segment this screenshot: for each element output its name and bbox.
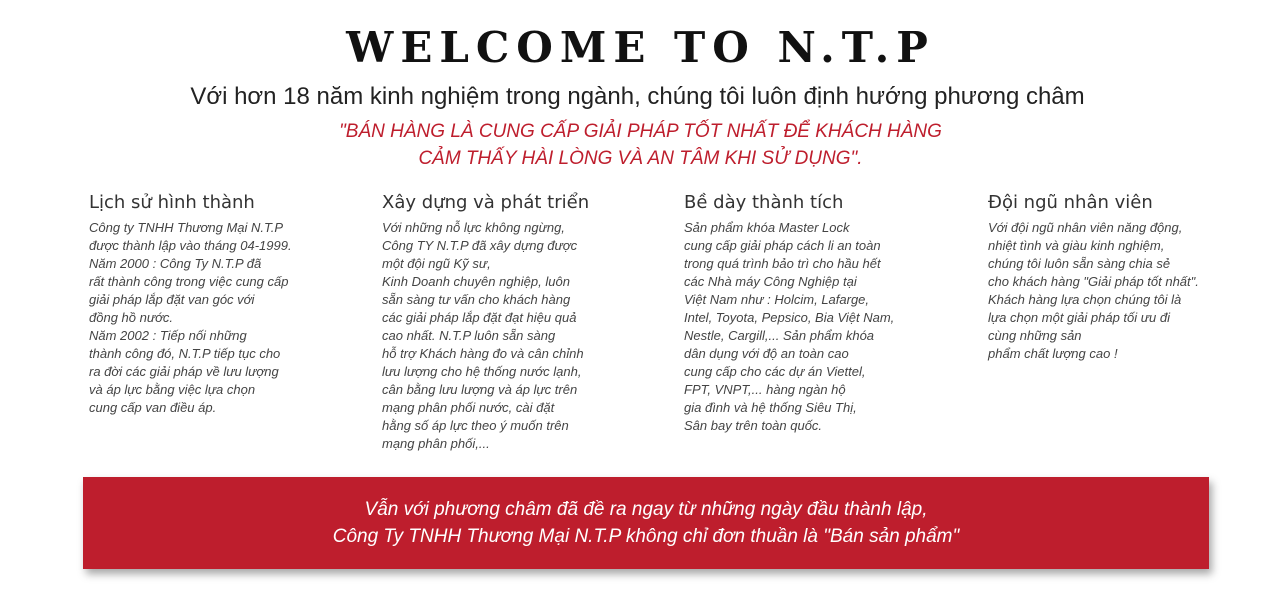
column-text-line: hỗ trợ Khách hàng đo và cân chỉnh xyxy=(382,346,584,361)
column-text-line: Công TY N.T.P đã xây dựng được xyxy=(382,238,578,253)
column-text-line: dân dụng với độ an toàn cao xyxy=(684,346,849,361)
column-text-line: được thành lập vào tháng 04-1999. xyxy=(89,238,292,253)
column-text-line: Intel, Toyota, Pepsico, Bia Việt Nam, xyxy=(684,310,895,325)
column-text-line: cho khách hàng "Giải pháp tốt nhất". xyxy=(988,274,1199,289)
page-title: WELCOME TO N.T.P xyxy=(346,23,935,72)
motto-quote xyxy=(0,118,1281,172)
column-text-line: phẩm chất lượng cao ! xyxy=(988,346,1118,361)
column-text-line: và áp lực bằng việc lựa chọn xyxy=(89,382,256,397)
column-development xyxy=(382,190,622,453)
column-text-line: cao nhất. N.T.P luôn sẵn sàng xyxy=(382,328,556,343)
column-text-line: giải pháp lắp đặt van góc với xyxy=(89,292,255,307)
column-text-line: cung cấp giải pháp cách li an toàn xyxy=(684,238,881,253)
column-text-line: Với đội ngũ nhân viên năng động, xyxy=(988,220,1183,235)
column-text-line: thành công đó, N.T.P tiếp tục cho xyxy=(89,346,281,361)
column-text-line: các giải pháp lắp đặt đạt hiệu quả xyxy=(382,310,577,325)
column-text-line: trong quá trình bảo trì cho hầu hết xyxy=(684,256,881,271)
column-text-line: Việt Nam như : Holcim, Lafarge, xyxy=(684,292,870,307)
column-text-line: chúng tôi luôn sẵn sàng chia sẻ xyxy=(988,256,1171,271)
column-text-line: FPT, VNPT,... hàng ngàn hộ xyxy=(684,382,846,397)
page-subtitle: Với hơn 18 năm kinh nghiệm trong ngành, chúng tôi luôn định hướng phương châm xyxy=(190,83,1085,110)
column-text-line: Khách hàng lựa chọn chúng tôi là xyxy=(988,292,1182,307)
column-body xyxy=(684,219,924,435)
column-text-line: Nestle, Cargill,... Sản phẩm khóa xyxy=(684,328,875,343)
column-heading: Đội ngũ nhân viên xyxy=(988,192,1153,213)
column-achievements xyxy=(684,190,924,435)
mission-banner xyxy=(83,477,1209,569)
column-text-line: lựa chọn một giải pháp tối ưu đi xyxy=(988,310,1170,325)
column-text-line: Sản phẩm khóa Master Lock xyxy=(684,220,850,235)
column-text-line: rất thành công trong việc cung cấp xyxy=(89,274,289,289)
column-staff xyxy=(988,190,1228,363)
column-body xyxy=(382,219,622,453)
column-text-line: mạng phân phối,... xyxy=(382,436,490,451)
motto-line: "BÁN HÀNG LÀ CUNG CẤP GIẢI PHÁP TỐT NHẤT ĐỂ KHÁCH HÀNG xyxy=(339,121,942,142)
column-text-line: một đội ngũ Kỹ sư, xyxy=(382,256,491,271)
column-text-line: Sân bay trên toàn quốc. xyxy=(684,418,823,433)
column-text-line: ra đời các giải pháp về lưu lượng xyxy=(89,364,279,379)
column-text-line: Với những nỗ lực không ngừng, xyxy=(382,220,565,235)
column-text-line: gia đình và hệ thống Siêu Thị, xyxy=(684,400,857,415)
column-text-line: Năm 2002 : Tiếp nối những xyxy=(89,328,247,343)
column-text-line: Công ty TNHH Thương Mại N.T.P xyxy=(89,220,284,235)
column-heading: Xây dựng và phát triển xyxy=(382,192,590,213)
column-text-line: mạng phân phối nước, cài đặt xyxy=(382,400,555,415)
column-text-line: hằng số áp lực theo ý muốn trên xyxy=(382,418,569,433)
column-text-line: đồng hồ nước. xyxy=(89,310,174,325)
column-text-line: lưu lượng cho hệ thống nước lạnh, xyxy=(382,364,582,379)
motto-line: CẢM THẤY HÀI LÒNG VÀ AN TÂM KHI SỬ DỤNG". xyxy=(418,148,863,169)
column-text-line: Kinh Doanh chuyên nghiệp, luôn xyxy=(382,274,570,289)
column-body xyxy=(89,219,329,417)
column-heading: Bề dày thành tích xyxy=(684,192,844,213)
banner-line: Vẫn với phương châm đã đề ra ngay từ những ngày đầu thành lập, xyxy=(364,499,928,520)
column-text-line: Năm 2000 : Công Ty N.T.P đã xyxy=(89,256,262,271)
column-text-line: cân bằng lưu lượng và áp lực trên xyxy=(382,382,578,397)
banner-line: Công Ty TNHH Thương Mại N.T.P không chỉ đơn thuần là "Bán sản phẩm" xyxy=(332,526,960,547)
column-text-line: cung cấp cho các dự án Viettel, xyxy=(684,364,866,379)
column-history xyxy=(89,190,329,417)
column-text-line: các Nhà máy Công Nghiệp tại xyxy=(684,274,857,289)
column-text-line: nhiệt tình và giàu kinh nghiệm, xyxy=(988,238,1165,253)
column-text-line: cùng những sản xyxy=(988,328,1082,343)
column-heading: Lịch sử hình thành xyxy=(89,192,255,213)
column-text-line: cung cấp van điều áp. xyxy=(89,400,217,415)
column-body xyxy=(988,219,1228,363)
column-text-line: sẵn sàng tư vấn cho khách hàng xyxy=(382,292,571,307)
